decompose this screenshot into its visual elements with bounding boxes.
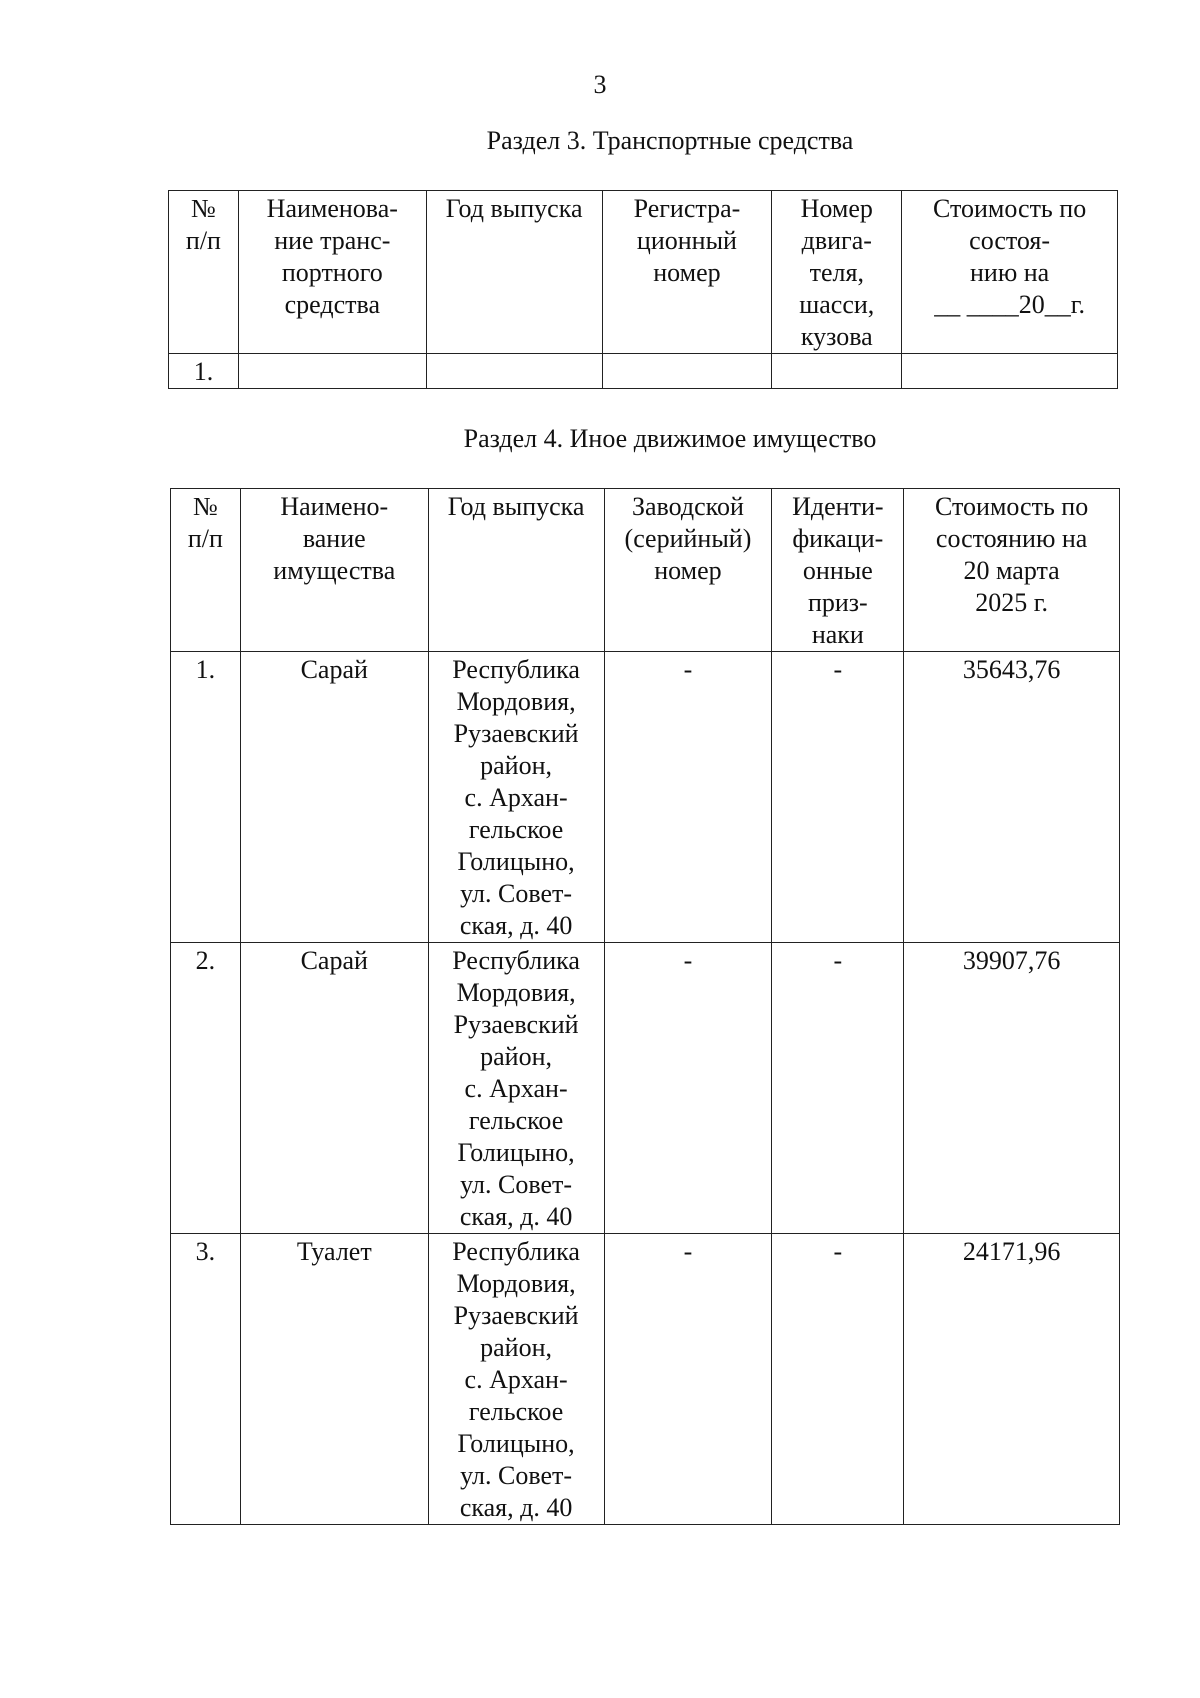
cell-identification-features: - xyxy=(772,652,904,943)
header-property-name: Наимено- вание имущества xyxy=(240,489,428,652)
cell-number: 1. xyxy=(171,652,241,943)
header-year: Год выпуска xyxy=(426,191,602,354)
cell-number: 3. xyxy=(171,1234,241,1525)
table-header-row xyxy=(171,489,1120,652)
header-cost: Стоимость по состоя- нию на __ ____20__г. xyxy=(902,191,1118,354)
table-row xyxy=(171,1234,1120,1525)
cell-registration-number xyxy=(602,354,772,389)
table-row xyxy=(169,354,1118,389)
header-number: № п/п xyxy=(171,489,241,652)
page-number: 3 xyxy=(593,70,607,99)
cell-engine-number xyxy=(772,354,902,389)
section-3-title: Раздел 3. Транспортные средства xyxy=(486,126,854,155)
cell-cost: 35643,76 xyxy=(904,652,1120,943)
cell-number: 1. xyxy=(169,354,239,389)
cell-year: Республика Мордовия, Рузаевский район, с. Архан- гельское Голицыно, ул. Совет- ская, д. 40 xyxy=(428,652,604,943)
vehicles-table xyxy=(168,190,1118,389)
section-4-title: Раздел 4. Иное движимое имущество xyxy=(463,424,877,453)
header-year: Год выпуска xyxy=(428,489,604,652)
header-identification-features: Иденти- фикаци- онные приз- наки xyxy=(772,489,904,652)
cell-identification-features: - xyxy=(772,1234,904,1525)
cell-cost: 39907,76 xyxy=(904,943,1120,1234)
table-row xyxy=(171,652,1120,943)
cell-year: Республика Мордовия, Рузаевский район, с. Архан- гельское Голицыно, ул. Совет- ская, д. 40 xyxy=(428,943,604,1234)
cell-cost xyxy=(902,354,1118,389)
cell-serial-number: - xyxy=(604,943,772,1234)
cell-property-name: Сарай xyxy=(240,652,428,943)
table-header-row xyxy=(169,191,1118,354)
cell-year xyxy=(426,354,602,389)
header-serial-number: Заводской (серийный) номер xyxy=(604,489,772,652)
cell-vehicle-name xyxy=(238,354,426,389)
cell-serial-number: - xyxy=(604,652,772,943)
cell-serial-number: - xyxy=(604,1234,772,1525)
header-registration-number: Регистра- ционный номер xyxy=(602,191,772,354)
header-engine-number: Номер двига- теля, шасси, кузова xyxy=(772,191,902,354)
cell-number: 2. xyxy=(171,943,241,1234)
header-number: № п/п xyxy=(169,191,239,354)
table-row xyxy=(171,943,1120,1234)
cell-identification-features: - xyxy=(772,943,904,1234)
header-vehicle-name: Наименова- ние транс- портного средства xyxy=(238,191,426,354)
cell-property-name: Сарай xyxy=(240,943,428,1234)
cell-year: Республика Мордовия, Рузаевский район, с. Архан- гельское Голицыно, ул. Совет- ская, д. 40 xyxy=(428,1234,604,1525)
cell-cost: 24171,96 xyxy=(904,1234,1120,1525)
header-cost: Стоимость по состоянию на 20 марта 2025 г. xyxy=(904,489,1120,652)
movable-property-table xyxy=(170,488,1120,1525)
cell-property-name: Туалет xyxy=(240,1234,428,1525)
